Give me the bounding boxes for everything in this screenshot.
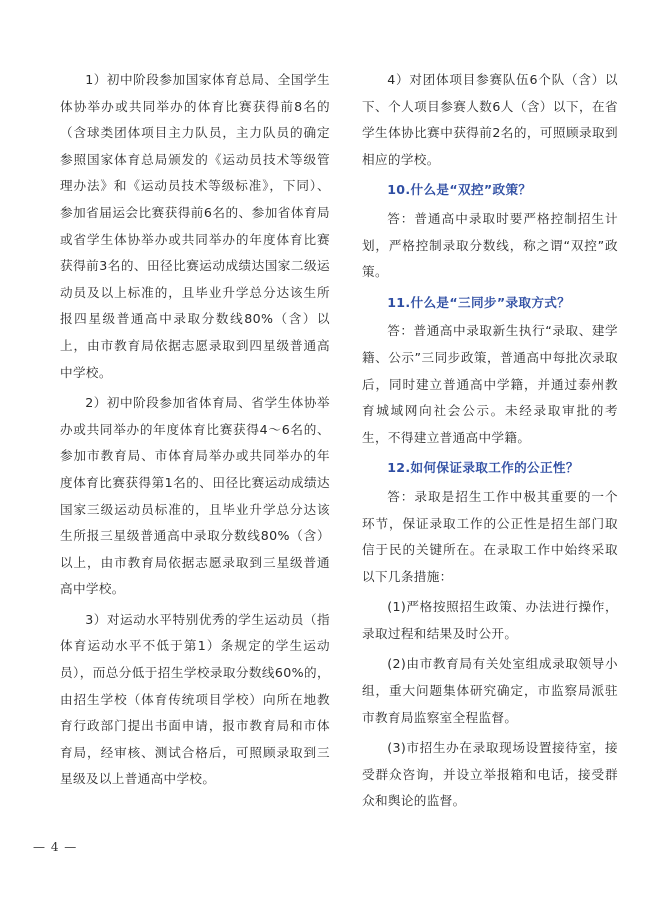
paragraph-item-2: 2）初中阶段参加省体育局、省学生体协举办或共同举办的年度体育比赛获得4～6名的、参加市教育局、市体育局举办或共同举办的年度体育比赛获得第1名的、田径比赛运动成绩达国家三级运动员标准的，且毕业升学总分达该生所报三星级普通高中录取分数线80%（含）以上，由市教育局依据志愿录取到三星级普通高中学校。 [60,395,330,597]
right-column [362,67,618,819]
paragraph-item-4: 4）对团体项目参赛队伍6个队（含）以下、个人项目参赛人数6人（含）以下，在省学生体协比赛中获得前2名的，可照顾录取到相应的学校。 [362,72,618,167]
question-11-heading: 11.什么是“三同步”录取方式？ [387,294,571,310]
answer-10: 答：普通高中录取时要严格控制招生计划，严格控制录取分数线，称之谓“双控”政策。 [362,210,618,280]
answer-11: 答：普通高中录取新生执行“录取、建学籍、公示”三同步政策，普通高中每批次录取后，同时建立普通高中学籍，并通过泰州教育城域网向社会公示。未经录取审批的考生，不得建立普通高中学籍。 [362,323,618,445]
paragraph-item-3: 3）对运动水平特别优秀的学生运动员（指体育运动水平不低于第1）条规定的学生运动员），而总分低于招生学校录取分数线60%的，由招生学校（体育传统项目学校）向所在地教育行政部门提出书面申请，报市教育局和市体育局，经审核、测试合格后，可照顾录取到三星级及以上普通高中学校。 [60,611,330,787]
left-column [60,67,330,797]
measure-2: (2)由市教育局有关处室组成录取领导小组，重大问题集体研究确定，市监察局派驻市教育局监察室全程监督。 [362,656,618,725]
page-number: — 4 — [33,840,78,854]
measure-1: (1)严格按照招生政策、办法进行操作，录取过程和结果及时公开。 [362,599,618,641]
paragraph-item-1: 1）初中阶段参加国家体育总局、全国学生体协举办或共同举办的体育比赛获得前8名的（含球类团体项目主力队员，主力队员的确定参照国家体育总局颁发的《运动员技术等级管理办法》和《运动员技术等级标准》，下同）、参加省届运会比赛获得前6名的、参加省体育局或省学生体协举办或共同举办的年度体育比赛获得前3名的、田径比赛运动成绩达国家二级运动员及以上标准的，且毕业升学总分达该生所报四星级普通高中录取分数线80%（含）以上，由市教育局依据志愿录取到四星级普通高中学校。 [60,72,330,380]
question-12-heading: 12.如何保证录取工作的公正性？ [387,460,579,476]
question-10-heading: 10.什么是“双控”政策？ [387,182,532,198]
measure-3: (3)市招生办在录取现场设置接待室，接受群众咨询，并设立举报箱和电话，接受群众和舆论的监督。 [362,740,618,809]
answer-12: 答：录取是招生工作中极其重要的一个环节，保证录取工作的公正性是招生部门取信于民的关键所在。在录取工作中始终采取以下几条措施： [362,488,618,584]
